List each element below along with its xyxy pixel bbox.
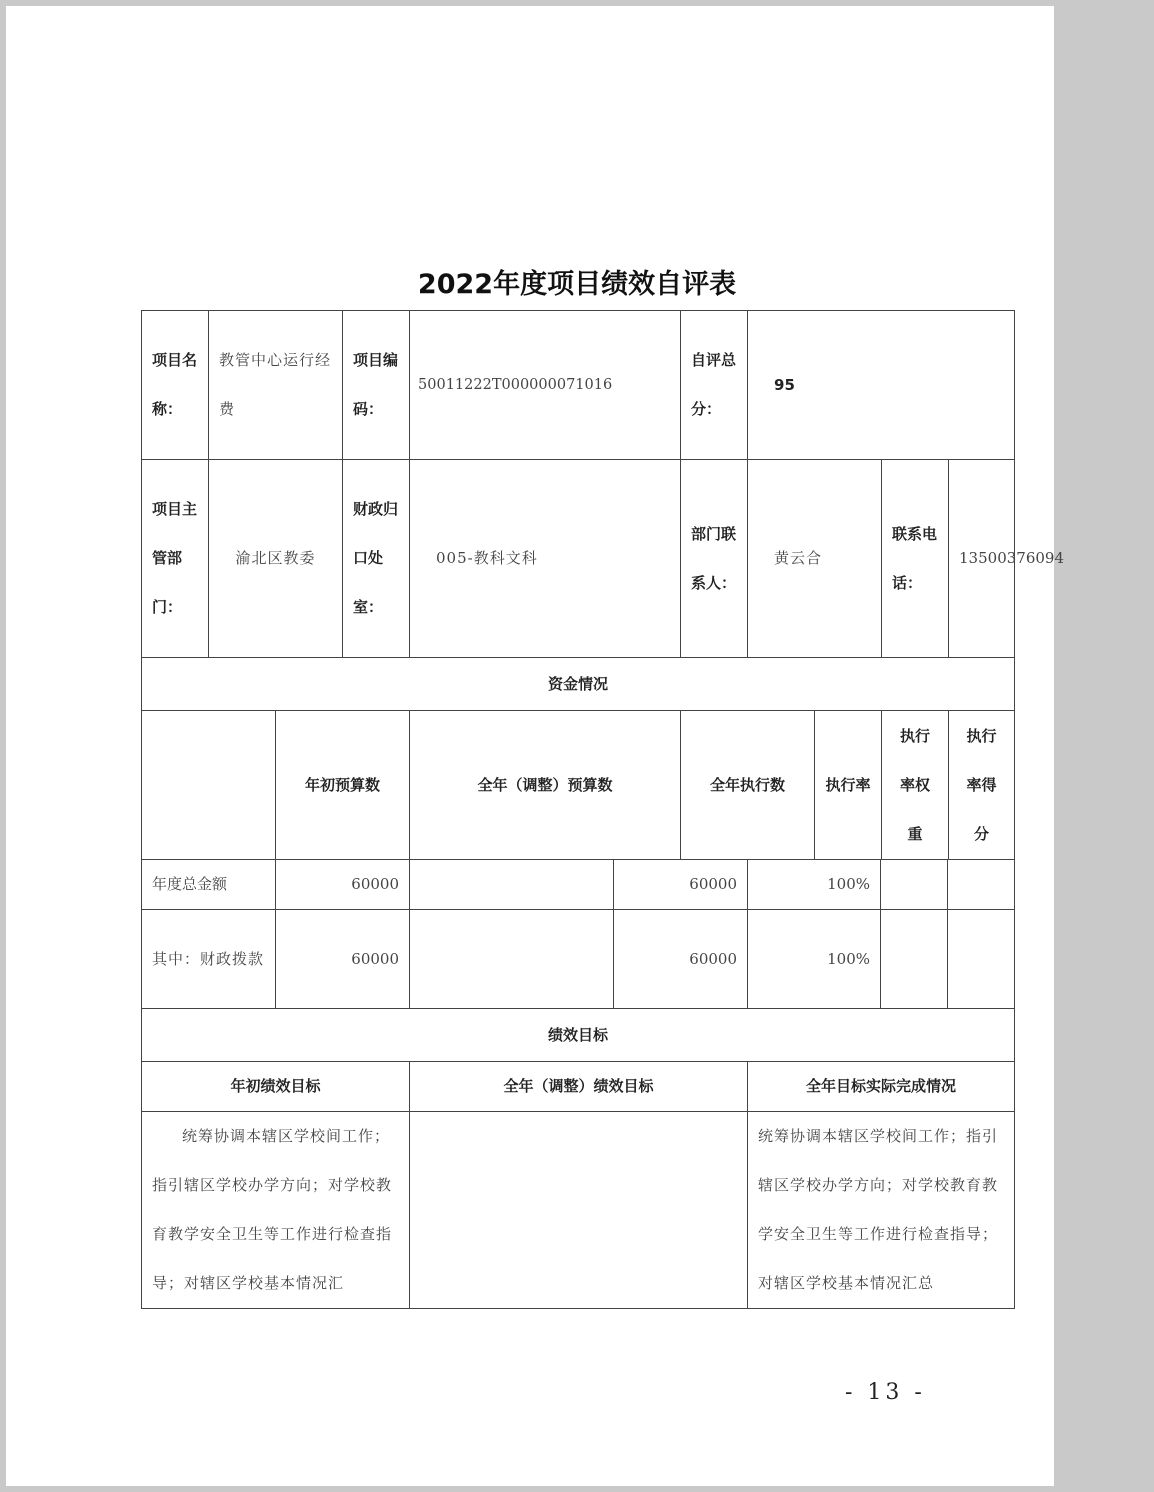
goals-actual-text: 统筹协调本辖区学校间工作；指引辖区学校办学方向；对学校教育教学安全卫生等工作进行检查指导；对辖区学校基本情况汇总 [748,1112,1015,1309]
funds-header-weight: 执行率权重 [882,711,949,860]
table-row [142,658,1015,711]
goals-header-adjusted: 全年（调整）绩效目标 [410,1062,748,1112]
funds-goals-table [141,859,1015,1309]
table-row [142,311,1015,460]
page-number: - 13 - [845,1380,926,1405]
funds-row-score [948,910,1015,1009]
contact-value: 黄云合 [748,460,882,658]
phone-label: 联系电话： [882,460,949,658]
goals-section-title: 绩效目标 [142,1009,1015,1062]
goals-header-initial: 年初绩效目标 [142,1062,410,1112]
funds-row-executed: 60000 [614,860,748,910]
funds-row-adjusted [410,860,614,910]
performance-table [141,310,1064,860]
page-title: 2022年度项目绩效自评表 [417,269,737,300]
funds-row-initial: 60000 [276,860,410,910]
funds-header-score: 执行率得分 [949,711,1015,860]
project-code-label: 项目编码： [343,311,410,460]
goals-adjusted-text [410,1112,748,1309]
funds-header-blank [142,711,276,860]
funds-row-rate: 100% [748,860,881,910]
goals-initial-text: 统筹协调本辖区学校间工作；指引辖区学校办学方向；对学校教育教学安全卫生等工作进行检查指导；对辖区学校基本情况汇 [142,1112,410,1309]
table-row [142,711,1015,860]
table-row [142,1062,1015,1112]
funds-row-label: 年度总金额 [142,860,276,910]
table-row [142,860,1015,910]
project-name-label: 项目名称： [142,311,209,460]
funds-row-score [948,860,1015,910]
funds-header-executed: 全年执行数 [681,711,815,860]
funds-row-label: 其中：财政拨款 [142,910,276,1009]
dept-label: 项目主管部门： [142,460,209,658]
finance-office-value: 005-教科文科 [410,460,681,658]
contact-label: 部门联系人： [681,460,748,658]
table-row [142,1009,1015,1062]
self-score-label: 自评总分： [681,311,748,460]
funds-header-rate: 执行率 [815,711,882,860]
finance-office-label: 财政归口处室： [343,460,410,658]
goals-header-actual: 全年目标实际完成情况 [748,1062,1015,1112]
table-row [142,910,1015,1009]
table-row [142,1112,1015,1309]
funds-row-weight [881,860,948,910]
phone-value: 13500376094 [949,460,1015,658]
funds-header-adjusted: 全年（调整）预算数 [410,711,681,860]
dept-value: 渝北区教委 [209,460,343,658]
funds-row-adjusted [410,910,614,1009]
table-row [142,460,1015,658]
funds-header-initial: 年初预算数 [276,711,410,860]
funds-row-weight [881,910,948,1009]
self-score-value: 95 [748,311,1015,460]
funds-row-initial: 60000 [276,910,410,1009]
funds-section-title: 资金情况 [142,658,1015,711]
funds-row-rate: 100% [748,910,881,1009]
funds-row-executed: 60000 [614,910,748,1009]
project-code-value: 50011222T000000071016 [410,311,681,460]
project-name-value: 教管中心运行经费 [209,311,343,460]
